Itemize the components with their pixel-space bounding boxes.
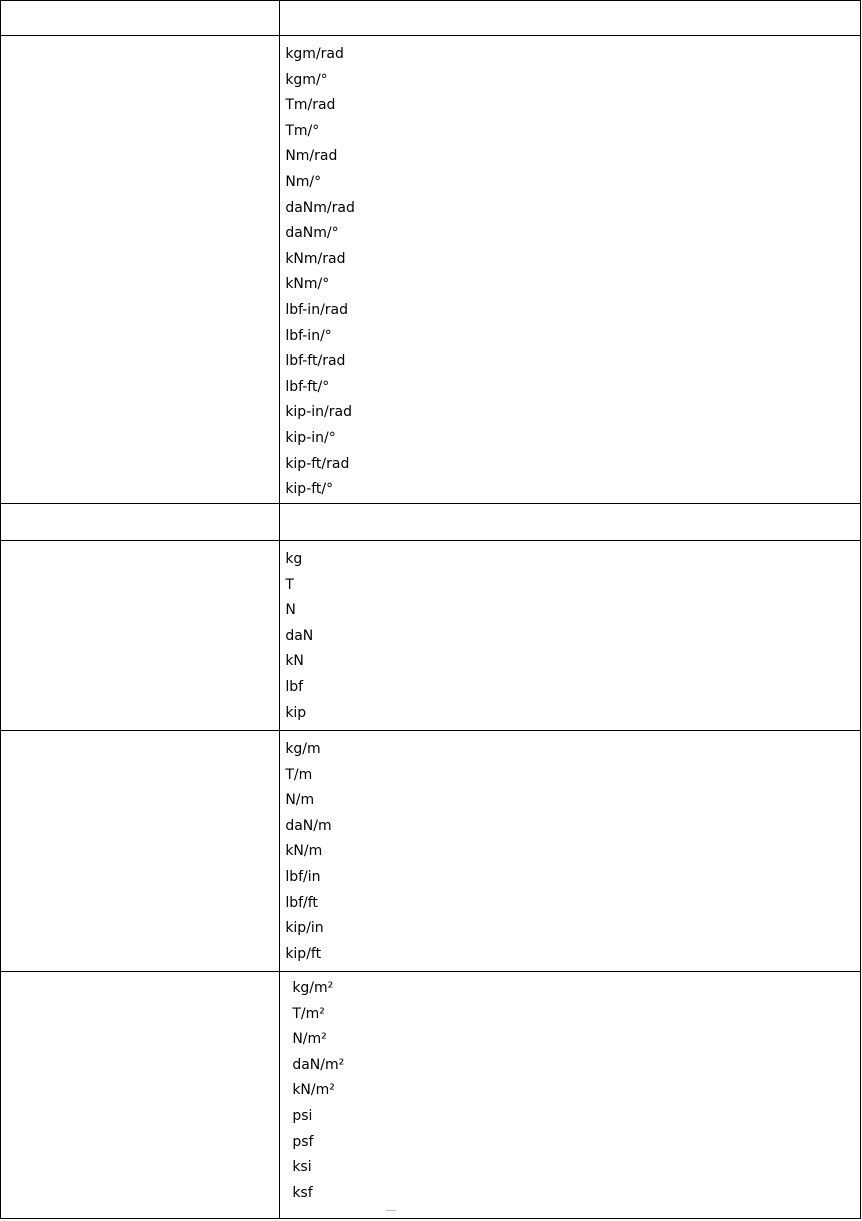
unit-list	[280, 36, 860, 503]
unit-item: kN/m	[285, 843, 323, 860]
table-row	[1, 541, 861, 731]
unit-item: T/m	[285, 766, 313, 783]
unit-item: ksf	[292, 1184, 313, 1201]
unit-item: N/m	[285, 792, 315, 809]
unit-item: N/m²	[292, 1031, 327, 1048]
unit-item: daN/m	[285, 817, 332, 834]
unit-item: kip	[285, 704, 307, 721]
unit-item: kg	[285, 551, 303, 567]
unit-item: kip/ft	[285, 945, 322, 962]
table-cell-label	[1, 504, 280, 541]
table-row	[1, 1, 861, 36]
unit-item: Nm/°	[285, 173, 322, 190]
unit-list	[280, 731, 860, 967]
table-cell-label	[1, 731, 280, 972]
unit-item: T/m²	[292, 1005, 325, 1022]
unit-item: kip-in/rad	[285, 404, 352, 421]
unit-item: daN	[285, 627, 314, 644]
unit-item: daNm/°	[285, 225, 339, 242]
unit-item: Tm/°	[285, 122, 320, 139]
unit-item: ksi	[292, 1159, 312, 1176]
unit-item: kg/m²	[292, 980, 334, 996]
unit-item: T	[285, 576, 294, 593]
unit-item: lbf-in/rad	[285, 301, 349, 318]
unit-list	[280, 541, 860, 726]
unit-item: Tm/rad	[285, 97, 336, 114]
table-cell-units	[280, 541, 861, 731]
unit-item: psf	[292, 1133, 314, 1150]
table-cell-units	[280, 504, 861, 541]
unit-item: N	[285, 602, 296, 619]
unit-item: kNm/rad	[285, 250, 346, 267]
table-cell-label	[1, 1, 280, 36]
unit-item: kgm/°	[285, 71, 328, 88]
unit-item: kN/m²	[292, 1082, 335, 1099]
table-row	[1, 731, 861, 972]
unit-item: daN/m²	[292, 1056, 345, 1073]
unit-item: kNm/°	[285, 276, 330, 293]
unit-item: kip-ft/rad	[285, 455, 350, 472]
table-row	[1, 36, 861, 504]
table-cell-units	[280, 36, 861, 504]
unit-item: lbf-ft/rad	[285, 353, 346, 370]
table-cell-label	[1, 36, 280, 504]
table-row	[1, 972, 861, 1219]
unit-item: kN	[285, 653, 304, 670]
unit-item: daNm/rad	[285, 199, 355, 216]
table-cell-units	[280, 731, 861, 972]
table-cell-units	[280, 972, 861, 1219]
unit-item: lbf-in/°	[285, 327, 332, 344]
scan-mark	[386, 1210, 396, 1211]
table-cell-label	[1, 541, 280, 731]
unit-item: kg/m	[285, 741, 321, 757]
unit-item: lbf-ft/°	[285, 378, 330, 395]
unit-item: Nm/rad	[285, 148, 338, 165]
unit-item: kgm/rad	[285, 46, 344, 62]
unit-item: lbf	[285, 678, 304, 695]
unit-item: lbf/in	[285, 868, 321, 885]
unit-item: psi	[292, 1107, 313, 1124]
unit-item: lbf/ft	[285, 894, 318, 911]
table-cell-label	[1, 972, 280, 1219]
unit-list	[280, 972, 860, 1206]
unit-item: kip-in/°	[285, 429, 336, 446]
unit-item: kip/in	[285, 920, 324, 937]
unit-item: kip-ft/°	[285, 481, 334, 498]
table-cell-units	[280, 1, 861, 36]
table-row	[1, 504, 861, 541]
